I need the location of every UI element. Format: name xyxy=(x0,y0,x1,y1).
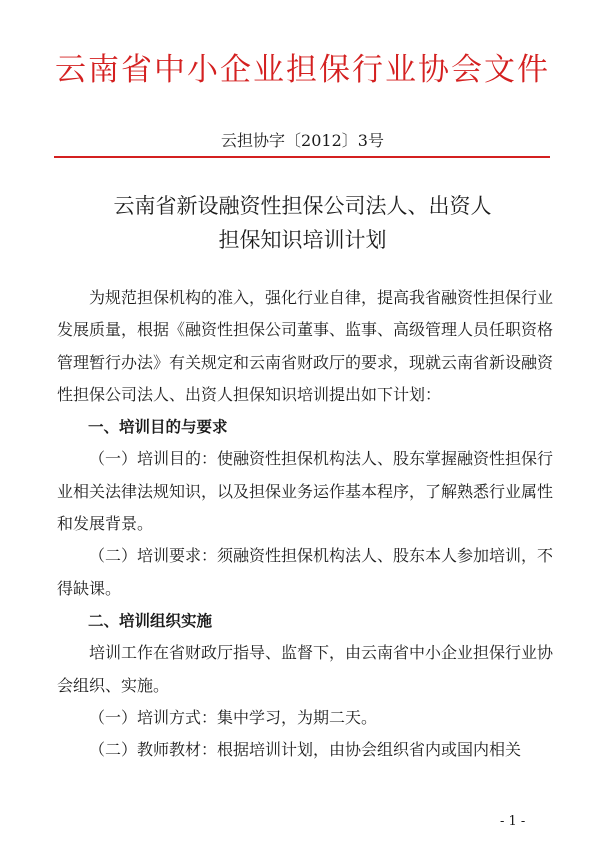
intro-paragraph: 为规范担保机构的准入，强化行业自律，提高我省融资性担保行业发展质量，根据《融资性担保公司董事、监事、高级管理人员任职资格管理暂行办法》有关规定和云南省财政厅的要求，现就云南省新设融资性担保公司法人、出资人担保知识培训提出如下计划： xyxy=(57,288,554,404)
section-1-item-1: （一）培训目的：使融资性担保机构法人、股东掌握融资性担保行业相关法律法规知识，以及担保业务运作基本程序，了解熟悉行业属性和发展背景。 xyxy=(57,449,554,534)
section-1-item-2: （二）培训要求：须融资性担保机构法人、股东本人参加培训，不得缺课。 xyxy=(57,546,554,598)
document-body xyxy=(57,282,553,766)
page-number: - 1 - xyxy=(500,814,526,829)
red-divider xyxy=(54,156,550,158)
document-title-line-2: 担保知识培训计划 xyxy=(218,228,387,252)
org-title: 云南省中小企业担保行业协会文件 xyxy=(55,52,550,88)
document-title-line-1: 云南省新设融资性担保公司法人、出资人 xyxy=(113,194,492,218)
section-1-heading: 一、培训目的与要求 xyxy=(88,418,228,437)
section-2-heading: 二、培训组织实施 xyxy=(88,611,213,630)
section-2-item-2: （二）教师教材：根据培训计划，由协会组织省内或国内相关 xyxy=(89,740,522,760)
section-2-item-1: （一）培训方式：集中学习，为期二天。 xyxy=(89,707,378,727)
document-number: 云担协字〔2012〕3号 xyxy=(221,131,384,150)
section-2-intro: 培训工作在省财政厅指导、监督下，由云南省中小企业担保行业协会组织、实施。 xyxy=(57,643,554,695)
